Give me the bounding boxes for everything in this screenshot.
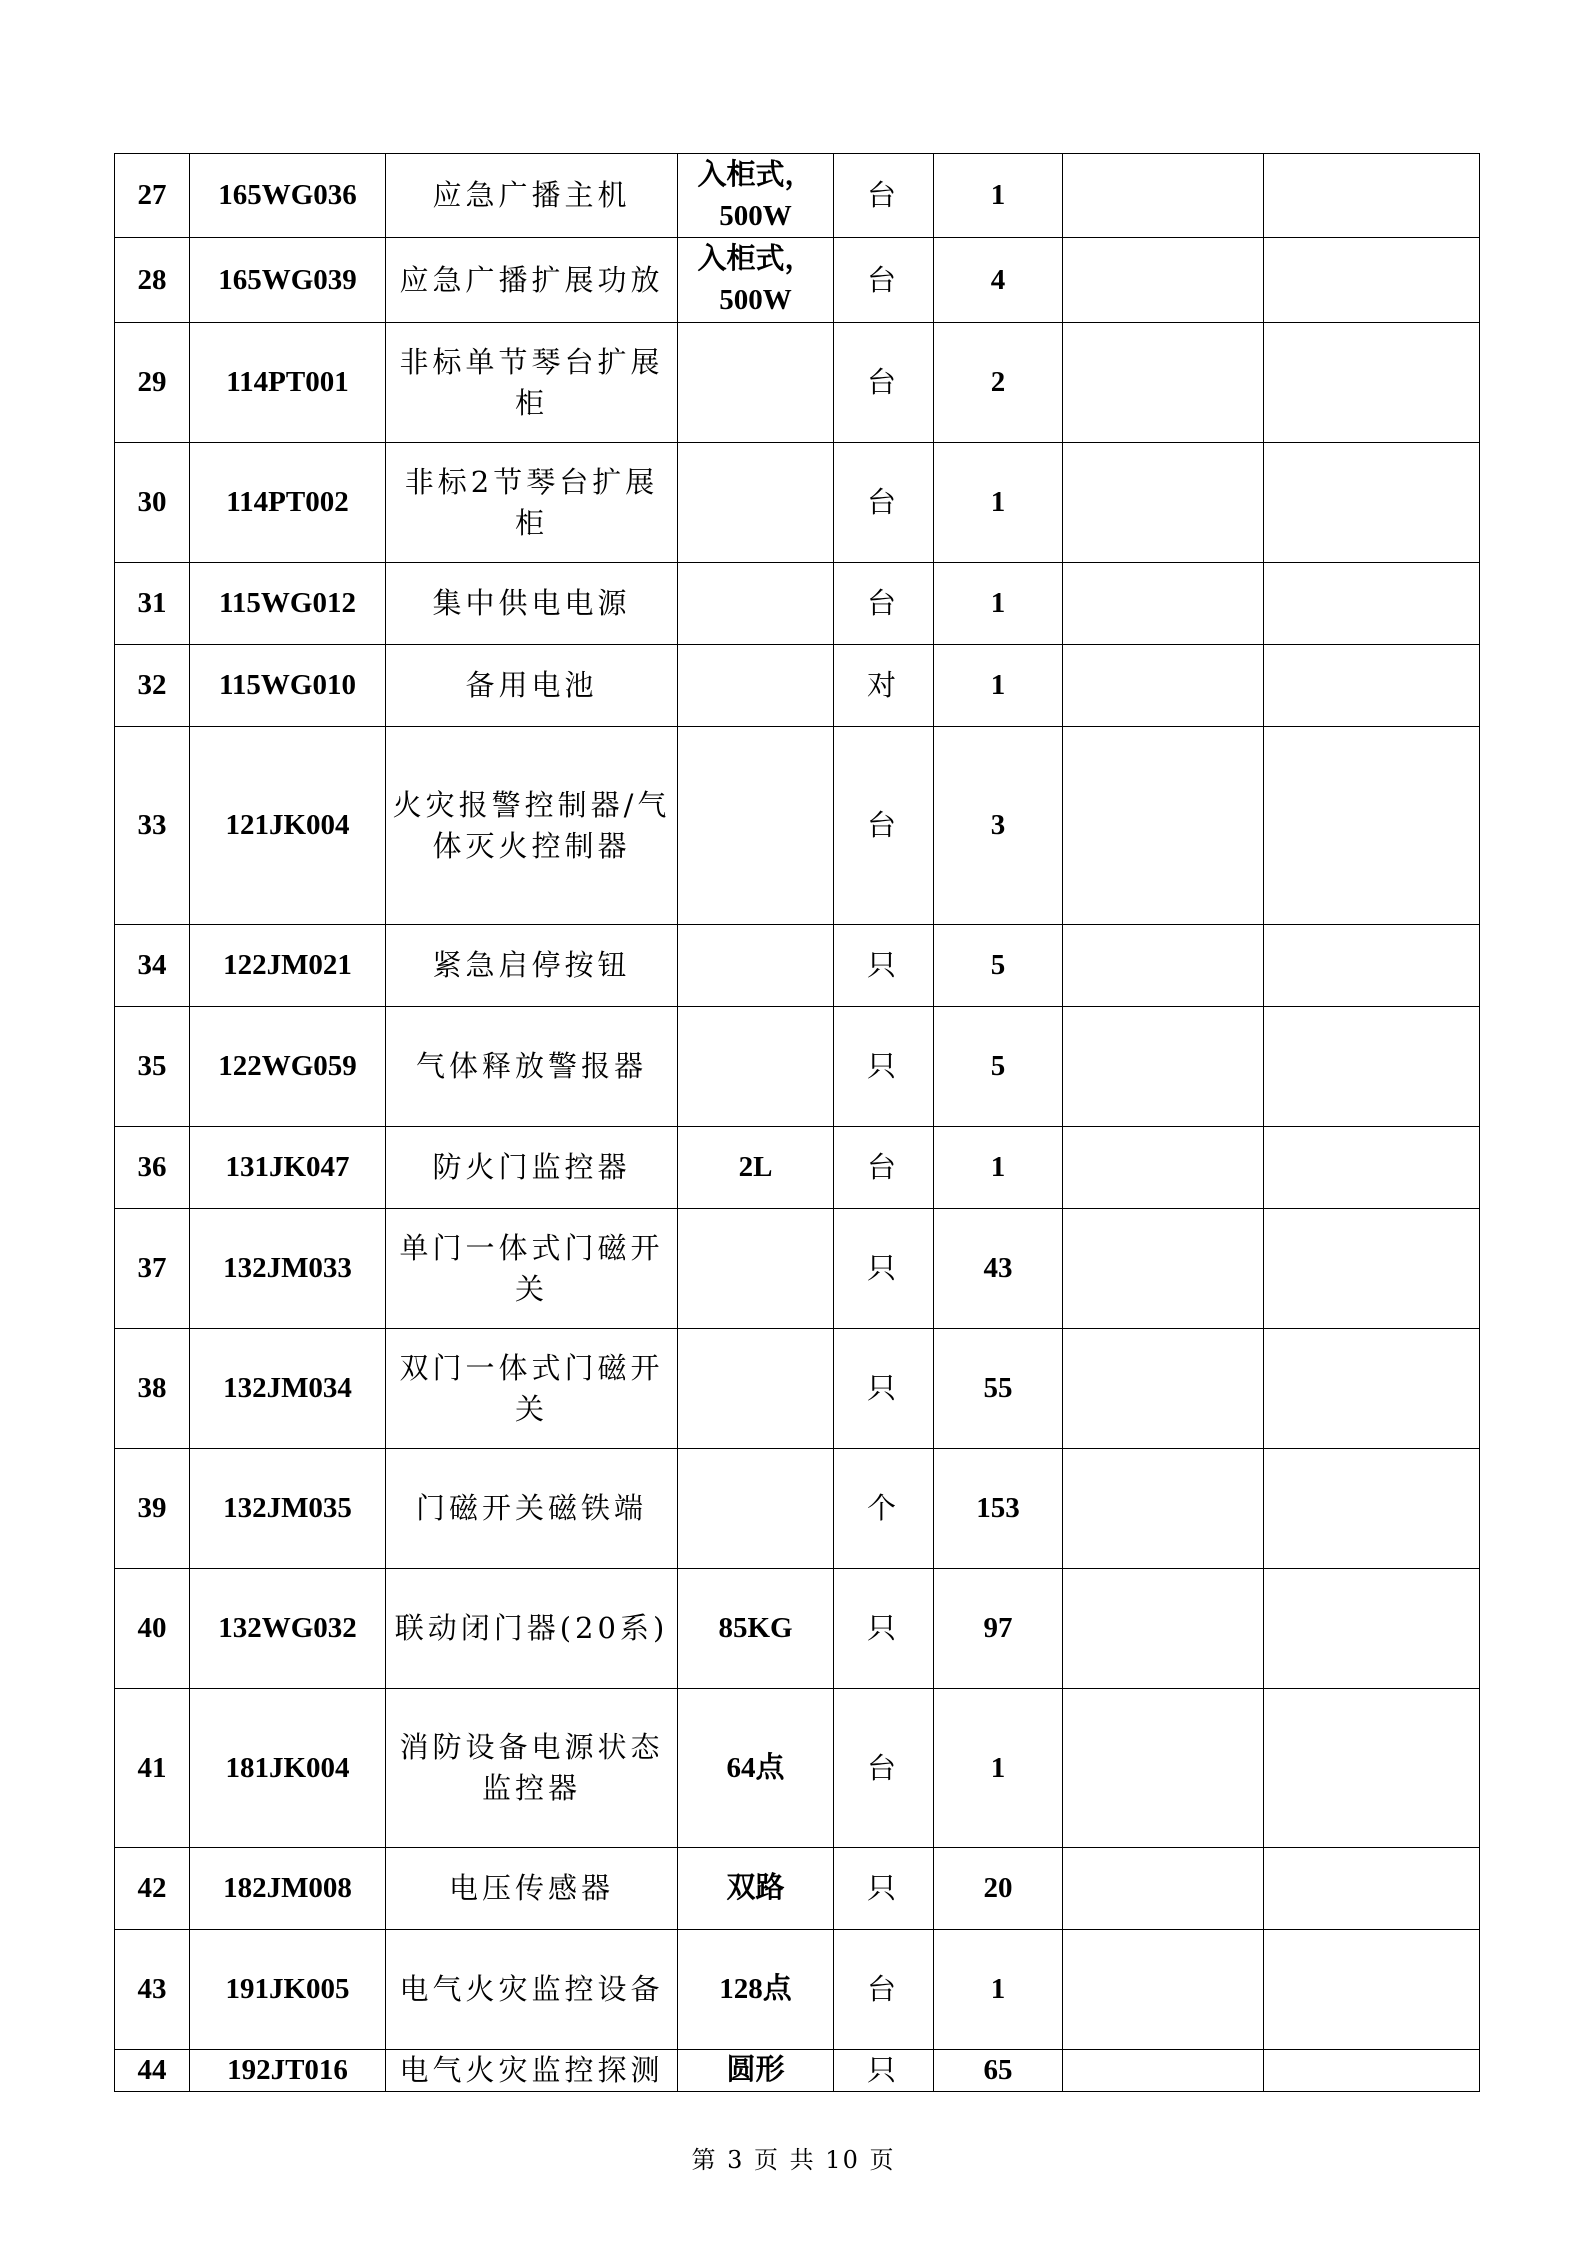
row-number: 31: [115, 563, 190, 645]
item-spec: [678, 1329, 834, 1449]
item-unit: 只: [834, 1329, 934, 1449]
item-name: 防火门监控器: [386, 1127, 678, 1209]
row-number: 32: [115, 645, 190, 727]
item-name: 火灾报警控制器/气体灭火控制器: [386, 727, 678, 925]
item-name: 电气火灾监控探测: [386, 2050, 678, 2092]
blank-cell: [1063, 1569, 1264, 1689]
item-name: 单门一体式门磁开关: [386, 1209, 678, 1329]
item-quantity: 1: [934, 1689, 1063, 1848]
item-spec: 入柜式，500W: [678, 154, 834, 238]
blank-cell: [1264, 323, 1480, 443]
item-quantity: 97: [934, 1569, 1063, 1689]
item-name: 紧急启停按钮: [386, 925, 678, 1007]
item-code: 115WG010: [190, 645, 386, 727]
blank-cell: [1264, 1449, 1480, 1569]
table-row: [115, 154, 1480, 238]
blank-cell: [1063, 238, 1264, 323]
row-number: 44: [115, 2050, 190, 2092]
table-row: [115, 238, 1480, 323]
table-row: [115, 727, 1480, 925]
item-quantity: 1: [934, 154, 1063, 238]
item-code: 131JK047: [190, 1127, 386, 1209]
item-code: 182JM008: [190, 1848, 386, 1930]
blank-cell: [1264, 2050, 1480, 2092]
item-code: 192JT016: [190, 2050, 386, 2092]
item-code: 115WG012: [190, 563, 386, 645]
item-code: 132WG032: [190, 1569, 386, 1689]
item-quantity: 1: [934, 645, 1063, 727]
item-code: 114PT002: [190, 443, 386, 563]
blank-cell: [1063, 563, 1264, 645]
item-code: 191JK005: [190, 1930, 386, 2050]
item-code: 165WG036: [190, 154, 386, 238]
item-name: 电气火灾监控设备: [386, 1930, 678, 2050]
item-quantity: 4: [934, 238, 1063, 323]
item-unit: 台: [834, 563, 934, 645]
equipment-table: [114, 153, 1480, 2092]
item-name: 非标2节琴台扩展柜: [386, 443, 678, 563]
blank-cell: [1264, 154, 1480, 238]
table-row: [115, 1329, 1480, 1449]
item-spec: 85KG: [678, 1569, 834, 1689]
blank-cell: [1264, 925, 1480, 1007]
item-unit: 台: [834, 154, 934, 238]
item-unit: 台: [834, 727, 934, 925]
item-spec: 双路: [678, 1848, 834, 1930]
row-number: 34: [115, 925, 190, 1007]
blank-cell: [1264, 1569, 1480, 1689]
item-name: 电压传感器: [386, 1848, 678, 1930]
blank-cell: [1063, 323, 1264, 443]
blank-cell: [1063, 1930, 1264, 2050]
row-number: 43: [115, 1930, 190, 2050]
item-spec: [678, 1449, 834, 1569]
item-unit: 只: [834, 1209, 934, 1329]
item-quantity: 3: [934, 727, 1063, 925]
item-code: 165WG039: [190, 238, 386, 323]
item-spec: [678, 645, 834, 727]
item-spec: [678, 727, 834, 925]
row-number: 30: [115, 443, 190, 563]
item-unit: 台: [834, 1689, 934, 1848]
item-quantity: 5: [934, 1007, 1063, 1127]
table-row: [115, 925, 1480, 1007]
item-spec: [678, 1209, 834, 1329]
row-number: 33: [115, 727, 190, 925]
table-row: [115, 1930, 1480, 2050]
item-name: 双门一体式门磁开关: [386, 1329, 678, 1449]
item-name: 气体释放警报器: [386, 1007, 678, 1127]
row-number: 37: [115, 1209, 190, 1329]
item-spec: 圆形: [678, 2050, 834, 2092]
item-unit: 只: [834, 925, 934, 1007]
blank-cell: [1264, 238, 1480, 323]
blank-cell: [1063, 1848, 1264, 1930]
row-number: 35: [115, 1007, 190, 1127]
item-unit: 台: [834, 1127, 934, 1209]
blank-cell: [1264, 1848, 1480, 1930]
item-quantity: 1: [934, 1930, 1063, 2050]
blank-cell: [1264, 1209, 1480, 1329]
item-code: 132JM035: [190, 1449, 386, 1569]
item-quantity: 1: [934, 443, 1063, 563]
item-unit: 台: [834, 323, 934, 443]
item-name: 非标单节琴台扩展柜: [386, 323, 678, 443]
item-quantity: 43: [934, 1209, 1063, 1329]
item-unit: 只: [834, 2050, 934, 2092]
item-unit: 台: [834, 1930, 934, 2050]
blank-cell: [1063, 645, 1264, 727]
table-row: [115, 1209, 1480, 1329]
item-name: 消防设备电源状态监控器: [386, 1689, 678, 1848]
item-unit: 台: [834, 443, 934, 563]
item-unit: 只: [834, 1848, 934, 1930]
item-spec: 64点: [678, 1689, 834, 1848]
row-number: 28: [115, 238, 190, 323]
table-row: [115, 1569, 1480, 1689]
item-quantity: 1: [934, 1127, 1063, 1209]
row-number: 42: [115, 1848, 190, 1930]
item-unit: 个: [834, 1449, 934, 1569]
item-spec: 128点: [678, 1930, 834, 2050]
item-unit: 只: [834, 1569, 934, 1689]
table-body: [115, 154, 1480, 2092]
blank-cell: [1264, 727, 1480, 925]
blank-cell: [1264, 645, 1480, 727]
item-spec: [678, 443, 834, 563]
blank-cell: [1063, 1449, 1264, 1569]
row-number: 29: [115, 323, 190, 443]
item-code: 114PT001: [190, 323, 386, 443]
blank-cell: [1063, 727, 1264, 925]
blank-cell: [1063, 154, 1264, 238]
item-name: 应急广播扩展功放: [386, 238, 678, 323]
blank-cell: [1264, 443, 1480, 563]
item-spec: 2L: [678, 1127, 834, 1209]
item-quantity: 55: [934, 1329, 1063, 1449]
item-spec: [678, 925, 834, 1007]
item-spec: 入柜式，500W: [678, 238, 834, 323]
table-row: [115, 1007, 1480, 1127]
item-quantity: 20: [934, 1848, 1063, 1930]
item-code: 122WG059: [190, 1007, 386, 1127]
blank-cell: [1063, 1127, 1264, 1209]
blank-cell: [1063, 1689, 1264, 1848]
table-row: [115, 443, 1480, 563]
item-unit: 对: [834, 645, 934, 727]
item-quantity: 153: [934, 1449, 1063, 1569]
item-quantity: 2: [934, 323, 1063, 443]
item-code: 181JK004: [190, 1689, 386, 1848]
item-name: 集中供电电源: [386, 563, 678, 645]
blank-cell: [1063, 443, 1264, 563]
blank-cell: [1264, 1689, 1480, 1848]
blank-cell: [1063, 1329, 1264, 1449]
blank-cell: [1063, 925, 1264, 1007]
item-code: 132JM033: [190, 1209, 386, 1329]
table-row: [115, 323, 1480, 443]
item-spec: [678, 323, 834, 443]
item-code: 122JM021: [190, 925, 386, 1007]
row-number: 36: [115, 1127, 190, 1209]
row-number: 27: [115, 154, 190, 238]
item-name: 门磁开关磁铁端: [386, 1449, 678, 1569]
item-quantity: 65: [934, 2050, 1063, 2092]
blank-cell: [1063, 1007, 1264, 1127]
blank-cell: [1264, 1930, 1480, 2050]
blank-cell: [1063, 2050, 1264, 2092]
item-unit: 台: [834, 238, 934, 323]
row-number: 41: [115, 1689, 190, 1848]
item-name: 联动闭门器(20系): [386, 1569, 678, 1689]
item-name: 备用电池: [386, 645, 678, 727]
blank-cell: [1063, 1209, 1264, 1329]
item-spec: [678, 563, 834, 645]
row-number: 39: [115, 1449, 190, 1569]
blank-cell: [1264, 1329, 1480, 1449]
table-row: [115, 645, 1480, 727]
item-unit: 只: [834, 1007, 934, 1127]
table-row: [115, 1449, 1480, 1569]
table-row: [115, 2050, 1480, 2092]
blank-cell: [1264, 563, 1480, 645]
blank-cell: [1264, 1127, 1480, 1209]
blank-cell: [1264, 1007, 1480, 1127]
item-quantity: 1: [934, 563, 1063, 645]
item-name: 应急广播主机: [386, 154, 678, 238]
item-code: 121JK004: [190, 727, 386, 925]
table-row: [115, 1127, 1480, 1209]
item-spec: [678, 1007, 834, 1127]
table-row: [115, 1689, 1480, 1848]
item-code: 132JM034: [190, 1329, 386, 1449]
table-row: [115, 1848, 1480, 1930]
page-footer: 第 3 页 共 10 页: [691, 2146, 896, 2174]
item-quantity: 5: [934, 925, 1063, 1007]
table-row: [115, 563, 1480, 645]
row-number: 40: [115, 1569, 190, 1689]
row-number: 38: [115, 1329, 190, 1449]
